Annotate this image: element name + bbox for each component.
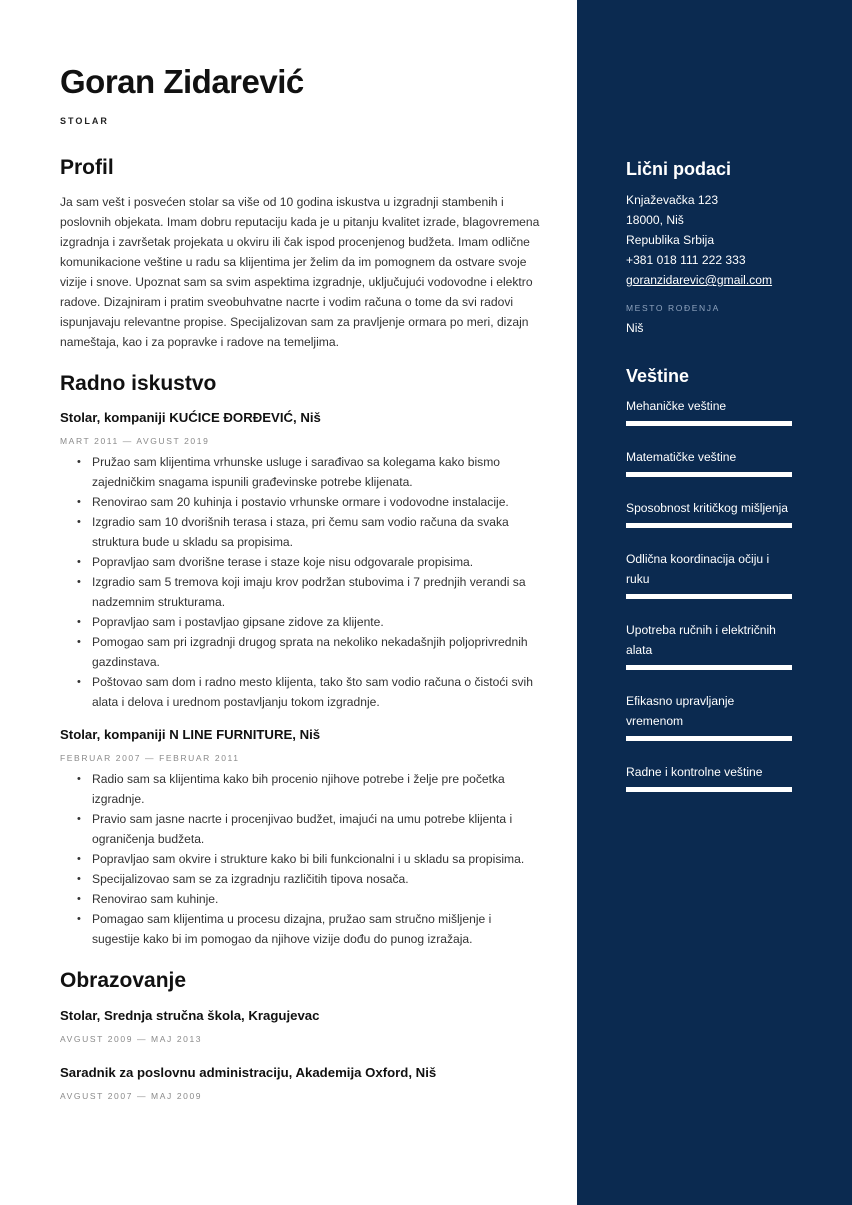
skills-list bbox=[626, 396, 792, 813]
country-line: Republika Srbija bbox=[626, 233, 715, 247]
job-bullets bbox=[60, 452, 540, 712]
skill-item bbox=[626, 396, 792, 426]
skill-item bbox=[626, 620, 792, 670]
skill-level-fill bbox=[626, 665, 792, 670]
job-dates: MART 2011 — AVGUST 2019 bbox=[60, 436, 210, 446]
sidebar bbox=[577, 0, 852, 1205]
skill-level-fill bbox=[626, 421, 792, 426]
job-title: Stolar, kompaniji KUĆICE ĐORĐEVIĆ, Niš bbox=[60, 410, 321, 425]
skill-item bbox=[626, 447, 792, 477]
bullet-item: • Radio sam sa klijentima kako bih procenio njihove potrebe i želje pre početka izgradnje. bbox=[60, 769, 540, 809]
bullet-item: • Izgradio sam 10 dvorišnih terasa i staza, pri čemu sam vodio računa da svaka struktura bude u skladu sa propisima. bbox=[60, 512, 540, 552]
skill-level-bar bbox=[626, 594, 792, 599]
bullet-item: • Popravljao sam dvorišne terase i staze koje nisu odgovarale propisima. bbox=[60, 552, 540, 572]
city-line: 18000, Niš bbox=[626, 213, 684, 227]
bullet-item: • Popravljao sam okvire i strukture kako bi bili funkcionalni i u skladu sa propisima. bbox=[60, 849, 540, 869]
skill-name: Radne i kontrolne veštine bbox=[626, 765, 763, 779]
skill-name: Mehaničke veštine bbox=[626, 399, 727, 413]
skill-level-fill bbox=[626, 523, 792, 528]
bullet-item: • Pravio sam jasne nacrte i procenjivao budžet, imajući na umu potrebe klijenta i ograničenja budžeta. bbox=[60, 809, 540, 849]
education-heading: Obrazovanje bbox=[60, 969, 187, 992]
skill-level-bar bbox=[626, 787, 792, 792]
skill-level-bar bbox=[626, 421, 792, 426]
candidate-name: Goran Zidarević bbox=[60, 63, 304, 100]
education-title: Stolar, Srednja stručna škola, Kragujevac bbox=[60, 1008, 320, 1023]
profile-text: Ja sam vešt i posvećen stolar sa više od 10 godina iskustva u izgradnji stambenih i poslovnih objekata. Imam dobru reputaciju kada je u pitanju kvalitet izrade, blagovremena izgradnja i završetak projekata u okviru ili čak ispod procenjenog budžeta. Imam odlične komunikacione veštine u radu sa klijentima jer želim da im pomognem da ostvare svoje vizije i snove. Upoznat sam sa svim aspektima izgradnje, uključujući vodovodne i elektro radove. Dizajniram i pratim sveobuhvatne nacrte i vodim računa o tome da svi radovi ispunjavaju relevantne propise. Specijalizovan sam za pravljenje ormara po meri, dizajn nameštaja, kao i za popravke i radove na temeljima. bbox=[60, 195, 540, 349]
bullet-item: • Renovirao sam kuhinje. bbox=[60, 889, 540, 909]
bullet-item: • Izgradio sam 5 tremova koji imaju krov podržan stubovima i 7 prednjih verandi sa nadzemnim strukturama. bbox=[60, 572, 540, 612]
education-dates: AVGUST 2009 — MAJ 2013 bbox=[60, 1034, 203, 1044]
profile-heading: Profil bbox=[60, 156, 114, 179]
skill-name: Upotreba ručnih i električnih alata bbox=[626, 623, 776, 657]
job-title: Stolar, kompaniji N LINE FURNITURE, Niš bbox=[60, 727, 321, 742]
skill-level-fill bbox=[626, 787, 792, 792]
skill-item bbox=[626, 549, 792, 599]
education-title: Saradnik za poslovnu administraciju, Akademija Oxford, Niš bbox=[60, 1065, 437, 1080]
bullet-item: • Popravljao sam i postavljao gipsane zidove za klijente. bbox=[60, 612, 540, 632]
skill-name: Sposobnost kritičkog mišljenja bbox=[626, 501, 788, 515]
personal-heading: Lični podaci bbox=[626, 159, 732, 179]
skill-name: Efikasno upravljanje vremenom bbox=[626, 694, 735, 728]
skill-level-bar bbox=[626, 736, 792, 741]
bullet-item: • Renovirao sam 20 kuhinja i postavio vrhunske ormare i vodovodne instalacije. bbox=[60, 492, 540, 512]
bullet-item: • Specijalizovao sam se za izgradnju različitih tipova nosača. bbox=[60, 869, 540, 889]
experience-heading: Radno iskustvo bbox=[60, 372, 217, 395]
skill-name: Matematičke veštine bbox=[626, 450, 737, 464]
birthplace-label: MESTO ROĐENJA bbox=[626, 303, 720, 313]
skill-level-fill bbox=[626, 736, 792, 741]
job-bullets bbox=[60, 769, 540, 949]
skills-heading: Veštine bbox=[626, 366, 690, 386]
bullet-item: • Poštovao sam dom i radno mesto klijenta, tako što sam vodio računa o čistoći svih alata i delova i urednom postavljanju tokom izgradnje. bbox=[60, 672, 540, 712]
skill-item bbox=[626, 762, 792, 792]
skill-name: Odlična koordinacija očiju i ruku bbox=[626, 552, 770, 586]
phone-number: +381 018 111 222 333 bbox=[626, 253, 746, 267]
job-dates: FEBRUAR 2007 — FEBRUAR 2011 bbox=[60, 753, 240, 763]
skill-level-bar bbox=[626, 472, 792, 477]
bullet-item: • Pomogao sam pri izgradnji drugog sprata na nekoliko nekadašnjih poljoprivrednih gazdinstava. bbox=[60, 632, 540, 672]
birthplace-value: Niš bbox=[626, 321, 644, 335]
skill-level-bar bbox=[626, 523, 792, 528]
bullet-item: • Pružao sam klijentima vrhunske usluge i sarađivao sa kolegama kako bismo zajedničkim snagama ispunili građevinske potrebe klijenata. bbox=[60, 452, 540, 492]
skill-level-fill bbox=[626, 472, 792, 477]
email-link[interactable]: goranzidarevic@gmail.com bbox=[626, 273, 773, 287]
education-dates: AVGUST 2007 — MAJ 2009 bbox=[60, 1091, 203, 1101]
skill-item bbox=[626, 691, 792, 741]
bullet-item: • Pomagao sam klijentima u procesu dizajna, pružao sam stručno mišljenje i sugestije kako bi im pomogao da njihove vizije dođu do punog izražaja. bbox=[60, 909, 540, 949]
address-line: Knjaževačka 123 bbox=[626, 193, 719, 207]
skill-level-bar bbox=[626, 665, 792, 670]
skill-item bbox=[626, 498, 792, 528]
candidate-role: STOLAR bbox=[60, 116, 109, 126]
skill-level-fill bbox=[626, 594, 792, 599]
